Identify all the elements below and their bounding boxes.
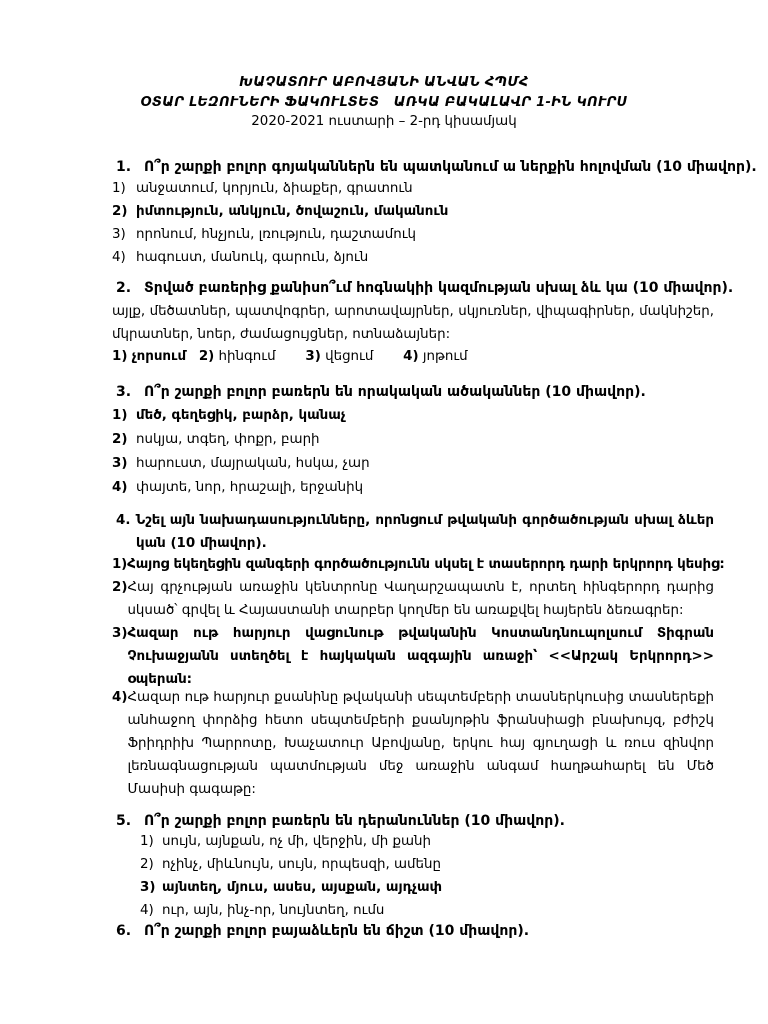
question-1-options	[112, 177, 722, 269]
question-5-title: 5. Ո՞ր շարքի բոլոր բառերն են դերանուններ (10 միավոր).	[116, 813, 565, 829]
option-text: չորսում	[131, 349, 187, 364]
question-4-title: 4. Նշել այն նախադասությունները, որոնցում թվականի գործածության սխալ ձևեր	[116, 513, 714, 528]
question-2	[112, 277, 734, 300]
option: 1) սույն, այնքան, ոչ մի, վերջին, մի քանի	[140, 834, 432, 849]
sentence-item: 2) Հայ գրչության առաջին կենտրոնը Վաղարշապատն է, որտեղ հինգերորդ դարից սկսած՝ գրվել և Հայաստանի տարբեր կողմեր են առաքվել հայերեն ձեռագրեր:	[112, 580, 714, 618]
question-3-options	[112, 404, 722, 500]
question-6-title: 6. Ո՞ր շարքի բոլոր բայաձևերն են ճիշտ (10 միավոր).	[116, 923, 530, 939]
sentence-item: 4) Հազար ութ հարյուր քսանինը թվականի սեպտեմբերի տասներկուսից տասներեքի անհաջող փորձից հետո սեպտեմբերի քսանյոթին ֆրանսիացի բնախույզ, բժիշկ Ֆրիդրիխ Պարրոտը, Խաչատուր Աբովյանը, երկու հայ գյուղացի և ռուս զինվոր լեռնագնացության պատմության մեջ առաջին անգամ հաղթահարել են Մեծ Մասիսի գագաթը:	[112, 690, 714, 797]
question-4-title-cont: կան (10 միավոր).	[136, 536, 267, 551]
question-4-item-2	[112, 576, 714, 622]
question-2-options	[112, 345, 722, 368]
option: 1) անջատում, կորյուն, ձիաքեր, գրատուն	[112, 181, 413, 196]
option: 2) իմտություն, անկյուն, ծովաշուն, մականուն	[112, 204, 449, 219]
option: 1) մեծ, գեղեցիկ, բարձր, կանաչ	[112, 408, 346, 423]
word-list-line-1: այլք, մեծատներ, պատվոգրեր, արոտավայրներ, սկյուռներ, վիպագիրներ, մակնիշեր,	[112, 304, 714, 319]
question-6	[112, 920, 722, 943]
question-1-title: 1. Ո՞ր շարքի բոլոր գոյականներն են պատկանում ա ներքին հոլովման (10 միավոր).	[116, 159, 757, 175]
question-3	[112, 381, 722, 404]
question-4-item-3	[112, 622, 714, 691]
question-4	[116, 509, 714, 555]
option: 3) որոնում, հնչյուն, լռություն, դաշտամուկ	[112, 227, 416, 242]
faculty-line: ՕՏԱՐ ԼԵԶՈՒՆԵՐԻ ՖԱԿՈՒԼՏԵՏ ԱՌԿԱ ԲԱԿԱԼԱՎՐ 1-ԻՆ ԿՈՒՐՍ	[140, 95, 628, 110]
option: 2) ոչինչ, միևնույն, սույն, որպեսզի, ամենը	[140, 857, 441, 872]
option: 2) ոսկյա, տգեղ, փոքր, բարի	[112, 432, 320, 447]
option-number: 3)	[305, 349, 321, 364]
question-3-title: 3. Ո՞ր շարքի բոլոր բառերն են որակական ածականներ (10 միավոր).	[116, 384, 646, 400]
word-list-line-2: մկրատներ, նոեր, ժամացույցներ, ոտնաձայներ:	[112, 327, 451, 342]
option-number: 4)	[403, 349, 419, 364]
option: 3) հարուստ, մայրական, հսկա, չար	[112, 456, 370, 471]
question-4-item-4	[112, 686, 714, 801]
option-text: հինգում	[218, 349, 276, 364]
option: 4) ուր, այն, ինչ-որ, նույնտեղ, ումս	[140, 903, 385, 918]
option: 4) հագուստ, մանուկ, գարուն, ձյուն	[112, 250, 369, 265]
option-number: 2)	[198, 349, 215, 364]
option-text: վեցում	[325, 349, 374, 364]
question-1	[112, 156, 757, 179]
option-text: յոթում	[422, 349, 468, 364]
question-2-title: 2. Տրված բառերից քանիսո՞ւմ հոգնակիի կազմության սխալ ձև կա (10 միավոր).	[116, 280, 734, 296]
sentence-item: 3) Հազար ութ հարյուր վացունութ թվականին Կոստանդնուպոլսում Տիգրան Չուխաջյանն ստեղծել է հայկական ազգային առաջի՝ <<Արշակ Երկրորդ>> օպերան:	[112, 626, 714, 687]
option-number: 1)	[112, 349, 128, 364]
option: 4) փայտե, նոր, հրաշալի, երջանիկ	[112, 480, 364, 495]
question-4-items	[112, 553, 725, 576]
question-5-options	[140, 830, 442, 922]
sentence-item: 1)Հայոց եկեղեցին զանգերի գործածությունն սկսել է տասերորդ դարի երկրորդ կեսից:	[112, 557, 725, 572]
university-name: ԽԱՉԱՏՈՒՐ ԱԲՈՎՅԱՆԻ ԱՆՎԱՆ ՀՊՄՀ	[239, 75, 529, 90]
question-2-words	[112, 300, 714, 346]
option: 3) այնտեղ, մյուս, ասես, այսքան, այդչափ	[140, 880, 443, 895]
academic-year: 2020-2021 ուստարի – 2-րդ կիսամյակ	[251, 114, 517, 129]
